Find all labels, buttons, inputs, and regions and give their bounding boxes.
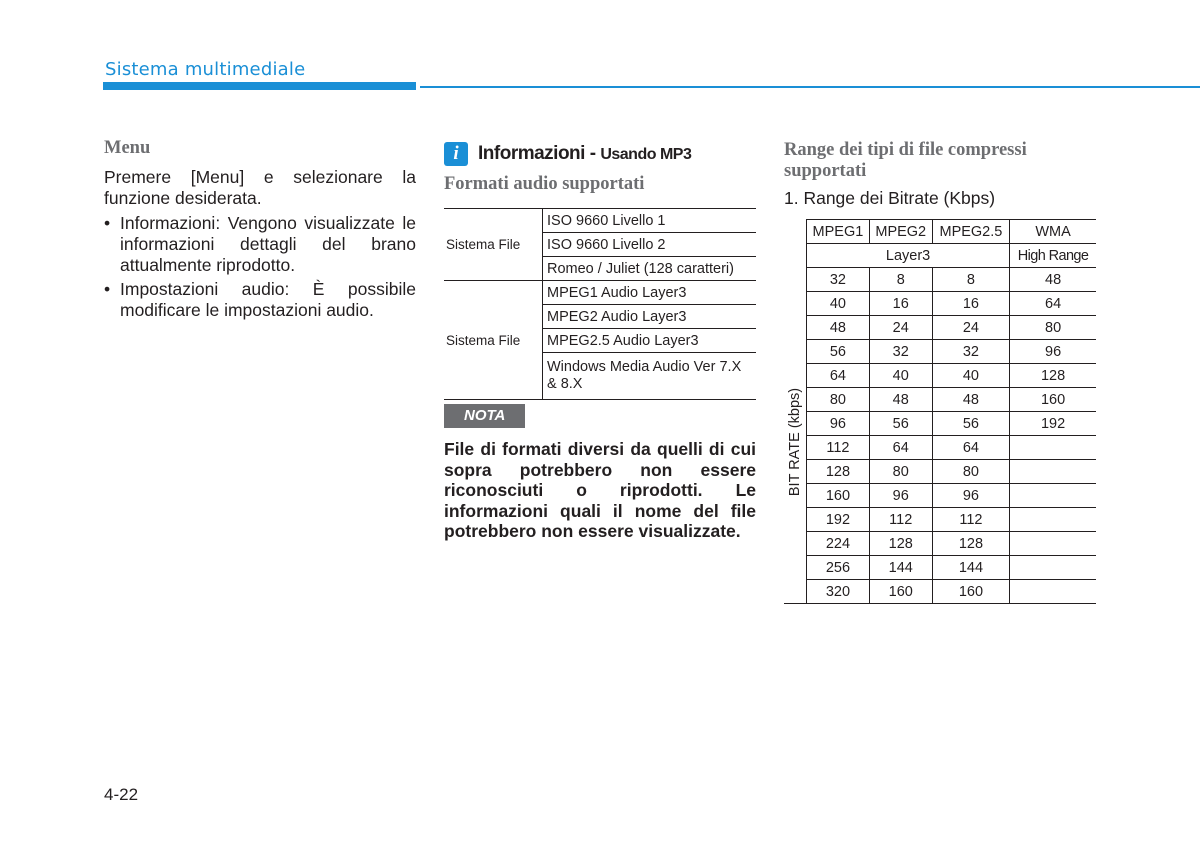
table-cell: 96 (932, 484, 1010, 508)
table-cell: ISO 9660 Livello 1 (543, 209, 757, 233)
table-cell: 112 (807, 436, 870, 460)
info-icon: i (444, 142, 468, 166)
table-cell: 112 (869, 508, 932, 532)
bitrate-side-label (784, 220, 807, 604)
group-label: Sistema File (444, 209, 543, 281)
table-cell: 16 (869, 292, 932, 316)
table-row (784, 268, 1096, 292)
table-cell: 128 (869, 532, 932, 556)
bitrate-axis-label: BIT RATE (kbps) (787, 387, 803, 497)
bitrate-table (784, 219, 1096, 604)
table-cell: ISO 9660 Livello 2 (543, 233, 757, 257)
nota-text: File di formati diversi da quelli di cui sopra potrebbero non essere riconosciuti o riprodotti. Le informazioni quali il nome del file potrebbero non essere visualizzate. (444, 439, 756, 541)
table-cell: 128 (1010, 364, 1096, 388)
table-row (784, 340, 1096, 364)
menu-intro: Premere [Menu] e selezionare la funzione desiderata. (104, 167, 416, 208)
table-cell: 56 (932, 412, 1010, 436)
table-cell: 40 (869, 364, 932, 388)
table-cell: 24 (869, 316, 932, 340)
table-cell: 48 (1010, 268, 1096, 292)
table-cell: 96 (807, 412, 870, 436)
table-cell: 144 (869, 556, 932, 580)
table-cell (1010, 460, 1096, 484)
table-cell: 32 (932, 340, 1010, 364)
table-cell: 48 (932, 388, 1010, 412)
table-cell: 160 (1010, 388, 1096, 412)
table-cell (1010, 508, 1096, 532)
table-row (784, 364, 1096, 388)
formats-heading: Formati audio supportati (444, 174, 645, 194)
table-cell: 24 (932, 316, 1010, 340)
info-title-sub: Usando MP3 (600, 146, 692, 163)
table-cell: 320 (807, 580, 870, 604)
table-cell: 40 (932, 364, 1010, 388)
table-header-row (784, 220, 1096, 244)
table-subheader-row (784, 244, 1096, 268)
formats-table (444, 208, 756, 400)
table-cell: Romeo / Juliet (128 caratteri) (543, 257, 757, 281)
section-title: Sistema multimediale (105, 59, 306, 80)
table-row (784, 556, 1096, 580)
list-item: • Informazioni: Vengono visualizzate le informazioni dettagli del brano attualmente riprodotto. (104, 213, 416, 276)
table-cell: 64 (869, 436, 932, 460)
table-cell: 32 (869, 340, 932, 364)
table-row (784, 292, 1096, 316)
table-cell: MPEG2.5 Audio Layer3 (543, 329, 757, 353)
table-cell: 112 (932, 508, 1010, 532)
menu-section (104, 138, 416, 324)
table-cell: 160 (807, 484, 870, 508)
table-row (444, 209, 756, 233)
table-cell: 160 (932, 580, 1010, 604)
table-cell: 8 (869, 268, 932, 292)
column-header: MPEG1 (807, 220, 870, 244)
table-cell: 48 (869, 388, 932, 412)
header-rule (103, 82, 416, 90)
table-cell: MPEG1 Audio Layer3 (543, 281, 757, 305)
table-cell: 80 (807, 388, 870, 412)
layer-header: Layer3 (807, 244, 1010, 268)
wma-range-header: High Range (1010, 244, 1096, 268)
table-cell: 80 (1010, 316, 1096, 340)
table-cell (1010, 436, 1096, 460)
table-cell (1010, 556, 1096, 580)
list-item: • Impostazioni audio: È possibile modificare le impostazioni audio. (104, 279, 416, 321)
table-row (784, 580, 1096, 604)
table-cell: 8 (932, 268, 1010, 292)
menu-heading: Menu (104, 138, 151, 158)
table-row (784, 532, 1096, 556)
table-cell: 64 (807, 364, 870, 388)
range-item-label: 1. Range dei Bitrate (Kbps) (784, 188, 996, 208)
table-row (784, 508, 1096, 532)
table-row (784, 412, 1096, 436)
table-cell: 128 (932, 532, 1010, 556)
table-cell: 56 (869, 412, 932, 436)
table-cell: 128 (807, 460, 870, 484)
column-header: WMA (1010, 220, 1096, 244)
table-row (784, 436, 1096, 460)
table-cell: 96 (869, 484, 932, 508)
table-cell: 144 (932, 556, 1010, 580)
table-cell: 192 (807, 508, 870, 532)
table-cell: 192 (1010, 412, 1096, 436)
table-row (784, 316, 1096, 340)
bitrate-table-body (784, 220, 1096, 604)
table-cell (1010, 484, 1096, 508)
range-section (784, 140, 1096, 209)
nota-badge: NOTA (444, 404, 525, 428)
column-header: MPEG2.5 (932, 220, 1010, 244)
table-row (444, 281, 756, 305)
table-cell: Windows Media Audio Ver 7.X & 8.X (543, 353, 757, 400)
table-cell: 16 (932, 292, 1010, 316)
table-cell: 56 (807, 340, 870, 364)
table-row (784, 484, 1096, 508)
table-cell: MPEG2 Audio Layer3 (543, 305, 757, 329)
header-rule-thin (420, 86, 1200, 88)
table-cell: 80 (932, 460, 1010, 484)
table-cell: 80 (869, 460, 932, 484)
info-title-main: Informazioni - (478, 143, 601, 164)
table-row (784, 460, 1096, 484)
table-cell: 48 (807, 316, 870, 340)
range-heading: Range dei tipi di file compressi supportati (784, 140, 1027, 181)
group-label: Sistema File (444, 281, 543, 400)
table-cell: 160 (869, 580, 932, 604)
table-cell: 256 (807, 556, 870, 580)
table-cell: 64 (932, 436, 1010, 460)
table-cell: 224 (807, 532, 870, 556)
info-title (478, 143, 691, 165)
info-title-row (444, 142, 756, 166)
table-cell: 40 (807, 292, 870, 316)
menu-bullet-list (104, 213, 416, 321)
table-cell: 64 (1010, 292, 1096, 316)
table-row (784, 388, 1096, 412)
table-cell (1010, 532, 1096, 556)
table-cell (1010, 580, 1096, 604)
table-cell: 96 (1010, 340, 1096, 364)
page-number: 4-22 (104, 785, 139, 804)
info-section (444, 142, 756, 195)
column-header: MPEG2 (869, 220, 932, 244)
table-cell: 32 (807, 268, 870, 292)
